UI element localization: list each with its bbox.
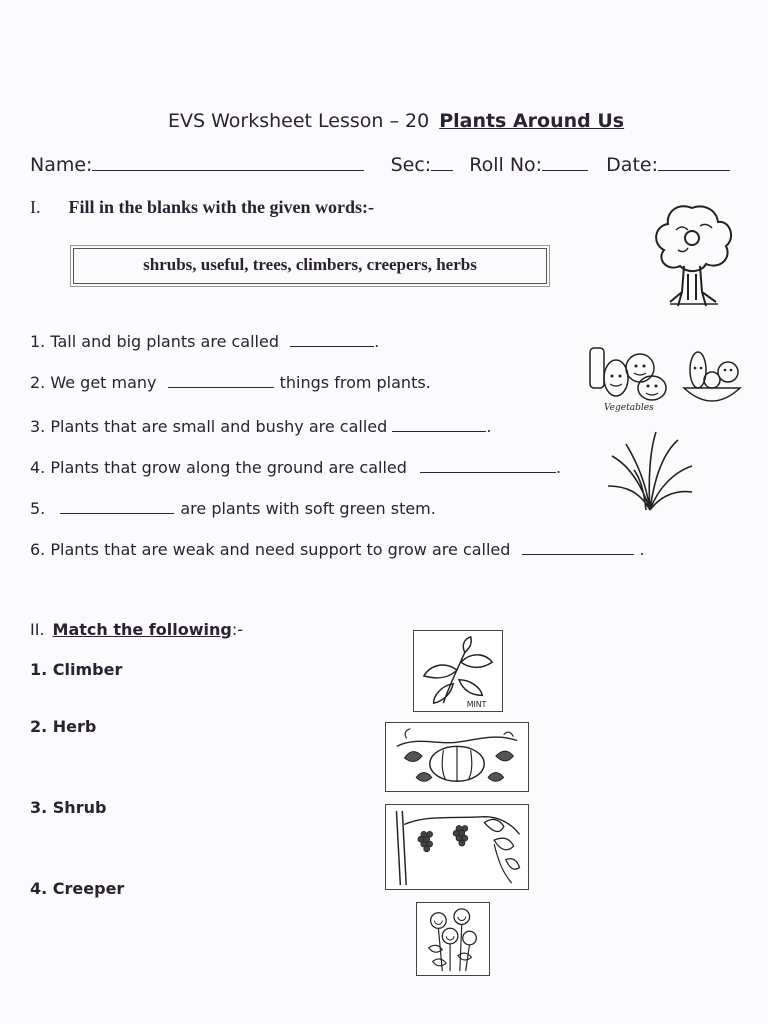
match-item-herb: 2. Herb xyxy=(30,717,97,736)
sec-blank[interactable] xyxy=(431,154,453,171)
section2-number: II. xyxy=(30,620,45,639)
name-blank[interactable] xyxy=(92,154,364,171)
student-info-line xyxy=(30,154,730,176)
question-2-text: 2. We get many xyxy=(30,373,157,392)
word-bank: shrubs, useful, trees, climbers, creepers, herbs xyxy=(143,255,477,274)
rose-shrub-picture[interactable] xyxy=(416,902,490,976)
question-6-text: 6. Plants that are weak and need support to grow are called xyxy=(30,540,511,559)
question-2-end: things from plants. xyxy=(279,373,431,392)
mint-label: MINT xyxy=(466,700,487,710)
grass-illustration xyxy=(606,430,694,512)
question-2 xyxy=(30,371,431,392)
question-2-blank[interactable] xyxy=(168,371,274,388)
mint-picture[interactable] xyxy=(413,630,503,712)
question-4-end: . xyxy=(556,458,562,477)
question-3-blank[interactable] xyxy=(392,415,486,432)
grape-vine-picture[interactable] xyxy=(385,804,529,890)
match-item-shrub: 3. Shrub xyxy=(30,798,107,817)
question-5-blank[interactable] xyxy=(60,497,174,514)
match-item-climber: 1. Climber xyxy=(30,660,123,679)
worksheet-title xyxy=(168,110,624,132)
question-6-end: . xyxy=(639,540,645,559)
section1-title: Fill in the blanks with the given words:- xyxy=(68,197,375,217)
roll-blank[interactable] xyxy=(542,154,588,171)
question-6-blank[interactable] xyxy=(522,538,634,555)
section2-title: Match the following xyxy=(52,620,232,639)
question-1 xyxy=(30,330,379,351)
question-5-text: 5. xyxy=(30,499,46,518)
section1-heading xyxy=(30,197,374,218)
word-bank-box xyxy=(73,248,547,284)
question-4 xyxy=(30,456,561,477)
question-1-blank[interactable] xyxy=(290,330,374,347)
section1-number: I. xyxy=(30,197,41,217)
tree-illustration xyxy=(648,200,736,310)
pumpkin-picture[interactable] xyxy=(385,722,529,792)
question-4-text: 4. Plants that grow along the ground are called xyxy=(30,458,407,477)
section2-heading xyxy=(30,620,243,639)
name-label: Name: xyxy=(30,154,93,176)
question-3-end: . xyxy=(486,417,492,436)
section2-suffix: :- xyxy=(231,620,243,639)
question-5 xyxy=(30,497,436,518)
title-main: Plants Around Us xyxy=(439,110,625,132)
question-3 xyxy=(30,415,491,436)
title-prefix: EVS Worksheet Lesson – 20 xyxy=(168,110,430,132)
question-6 xyxy=(30,538,645,559)
question-4-blank[interactable] xyxy=(420,456,556,473)
question-5-end: are plants with soft green stem. xyxy=(180,499,436,518)
sec-label: Sec: xyxy=(390,154,432,176)
question-1-end: . xyxy=(374,332,380,351)
date-label: Date: xyxy=(606,154,658,176)
date-blank[interactable] xyxy=(658,154,730,171)
roll-label: Roll No: xyxy=(469,154,543,176)
match-item-creeper: 4. Creeper xyxy=(30,879,125,898)
question-1-text: 1. Tall and big plants are called xyxy=(30,332,279,351)
vegetables-label: Vegetables xyxy=(604,403,654,413)
vegetables-illustration xyxy=(582,340,742,414)
question-3-text: 3. Plants that are small and bushy are called xyxy=(30,417,388,436)
